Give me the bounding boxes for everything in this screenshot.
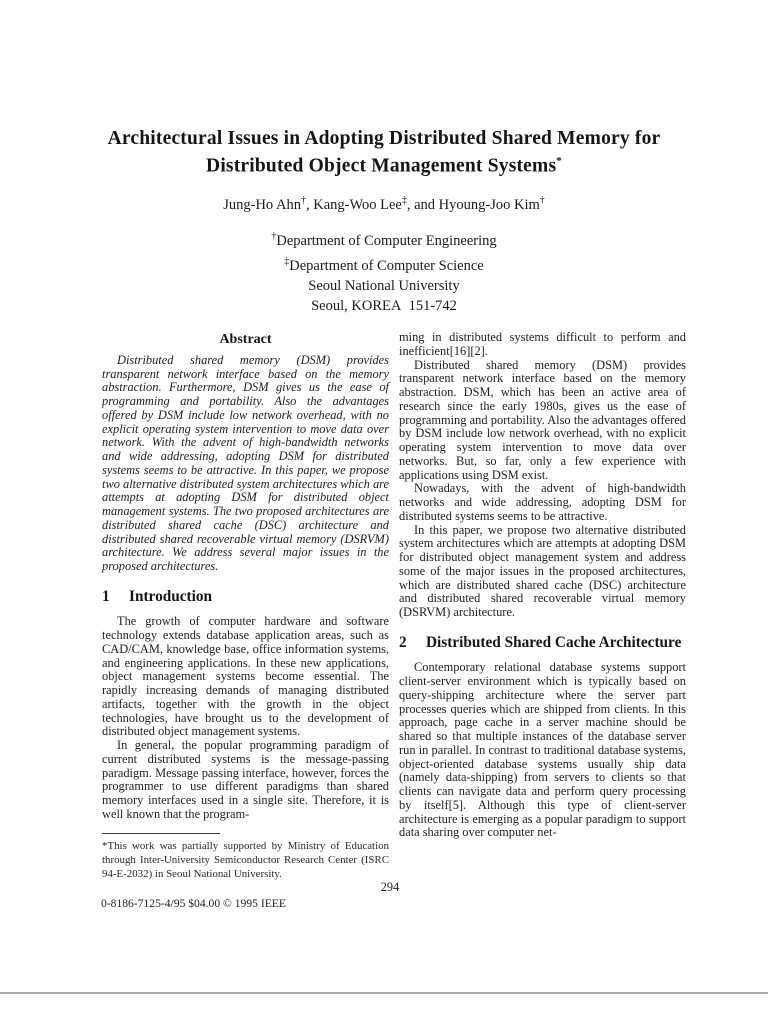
affiliation-line bbox=[84, 252, 684, 276]
section-number: 1 bbox=[102, 587, 110, 605]
abstract-text: Distributed shared memory (DSM) provides transparent network interface based on the memory abstraction. Furthermore, DSM gives us the ease of programming and portability. Also the advantages offered by DSM include low network overhead, with no explicit operating system intervention to move data over network. With the advent of high-bandwidth networks and wide addressing, adopting DSM for distributed systems seems to be attractive. In this paper, we propose two alternative distributed system architectures which are attempts at adopting DSM for distributed object management systems. The two proposed architectures are distributed shared cache (DSC) architecture and distributed shared recoverable virtual memory (DSRVM) architecture. We address several major issues in the proposed architectures. bbox=[102, 352, 390, 573]
paragraph: Nowadays, with the advent of high-bandwidth networks and wide addressing, adopting DSM for distributed systems seems to be attractive. bbox=[399, 481, 686, 523]
affiliation-text: Department of Computer Science bbox=[289, 257, 484, 274]
affiliation-text: Seoul National University bbox=[308, 277, 460, 294]
abstract-heading: Abstract bbox=[219, 332, 272, 347]
section-number: 2 bbox=[399, 633, 407, 651]
affiliations-block bbox=[84, 227, 684, 317]
paragraph: In general, the popular programming paradigm of current distributed systems is the message-passing paradigm. Message passing interface, however, forces the programmer to use different paradigms than shared memory interfaces used in a single site. Therefore, it is well known that the program- bbox=[102, 738, 389, 821]
affiliation-text: Department of Computer Engineering bbox=[276, 233, 497, 250]
page-bottom-divider bbox=[0, 992, 768, 994]
section-1-heading bbox=[102, 588, 389, 607]
section-2-heading bbox=[399, 634, 686, 653]
paper-head bbox=[84, 127, 684, 317]
footnote-rule bbox=[102, 833, 220, 834]
page-number: 294 bbox=[380, 880, 400, 894]
author-affil-mark: ‡ bbox=[401, 194, 407, 206]
paragraph: In this paper, we propose two alternative distributed system architectures which are attempts at adopting DSM for distributed object management system and address some of the major issues in the proposed architectures, which are distributed shared cache (DSC) architecture and distributed shared recoverable virtual memory (DSRVM) architecture. bbox=[399, 522, 686, 619]
author-affil-mark: † bbox=[300, 194, 306, 206]
authors-line bbox=[84, 195, 684, 214]
paper-title bbox=[84, 127, 684, 178]
paragraph: Distributed shared memory (DSM) provides transparent network interface based on the memory abstraction. DSM, which has been an active area of research since the early 1980s, gives us the ease of programming and portability. Also the advantages offered by DSM include low network overhead, with no explicit operating system intervention to move data over networks. But, so far, only a few experience with applications using DSM exist. bbox=[399, 357, 686, 482]
footnote-text: *This work was partially supported by Ministry of Education through Inter-University Semiconductor Research Center (ISRC 94-E-2032) in Seoul National University. bbox=[102, 839, 389, 881]
affiliation-line bbox=[84, 276, 684, 297]
author-name: , and Hyoung-Joo Kim bbox=[406, 196, 540, 213]
affiliation-text: Seoul, KOREA 151-742 bbox=[311, 298, 457, 315]
affiliation-line bbox=[84, 296, 684, 317]
section-title: Introduction bbox=[129, 587, 213, 605]
two-column-body bbox=[102, 331, 687, 881]
title-footnote-mark: * bbox=[556, 155, 562, 167]
author-name: , Kang-Woo Lee bbox=[305, 196, 402, 213]
left-column bbox=[102, 331, 389, 881]
paper-title-text: Architectural Issues in Adopting Distributed Shared Memory for Distributed Object Management Systems bbox=[107, 128, 661, 177]
paragraph: ming in distributed systems difficult to perform and inefficient[16][2]. bbox=[399, 330, 686, 358]
affiliation-line bbox=[84, 227, 684, 251]
author-affil-mark: † bbox=[539, 194, 545, 206]
affil-mark: † bbox=[271, 231, 277, 243]
author-name: Jung-Ho Ahn bbox=[223, 196, 301, 213]
section-title: Distributed Shared Cache Architecture bbox=[426, 633, 682, 651]
paragraph: Contemporary relational database systems support client-server environment which is typically based on query-shipping architecture where the server part processes queries which are shipped from clients. In this approach, page cache in a server machine should be shared so that multiple instances of the database server run in parallel. In contrast to traditional database systems, object-oriented database systems usually ship data (namely data-shipping) from servers to clients so that clients can navigate data and perform query processing by itself[5]. Although this type of client-server architecture is emerging as a popular paradigm to support data sharing over computer net- bbox=[399, 660, 686, 840]
copyright-notice: 0-8186-7125-4/95 $04.00 © 1995 IEEE bbox=[101, 897, 286, 910]
right-column bbox=[399, 331, 686, 881]
affil-mark: ‡ bbox=[284, 255, 290, 267]
paragraph: The growth of computer hardware and software technology extends database application areas, such as CAD/CAM, knowledge base, office information systems, and engineering applications. In these new applications, object management systems become essential. The rapidly increasing demands of managing distributed artifacts, together with the growth in the object technologies, have brought us to the development of distributed object management systems. bbox=[102, 614, 389, 739]
